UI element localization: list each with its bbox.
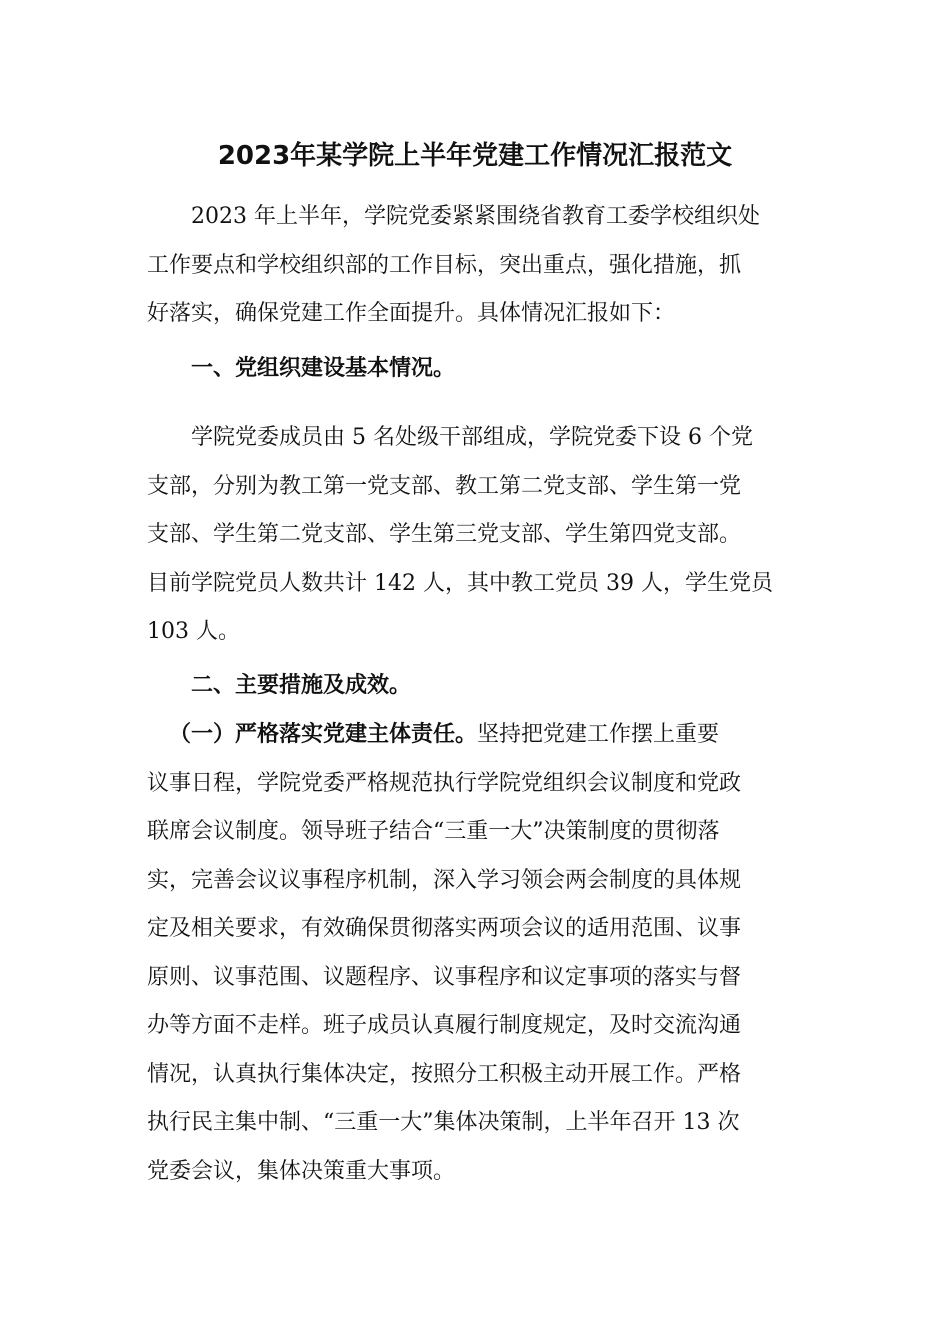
section1-line: 支部，分别为教工第一党支部、教工第二党支部、学生第一党 — [147, 473, 742, 499]
section2-heading: 二、主要措施及成效。 — [191, 673, 412, 698]
sub1-first-line-rest: 坚持把党建工作摆上重要 — [477, 722, 720, 747]
sub1-first-line — [147, 711, 799, 760]
section1-line: 支部、学生第二党支部、学生第三党支部、学生第四党支部。 — [147, 522, 742, 547]
section1-line: 103 人。 — [147, 619, 240, 644]
section2-sub1-paragraph — [147, 711, 799, 1196]
sub1-line: 议事日程，学院党委严格规范执行学院党组织会议制度和党政 — [147, 770, 742, 796]
section1-heading: 一、党组织建设基本情况。 — [191, 356, 456, 381]
intro-line: 2023 年上半年，学院党委紧紧围绕省教育工委学校组织处 — [191, 204, 760, 229]
sub1-line: 定及相关要求，有效确保贯彻落实两项会议的适用范围、议事 — [147, 916, 742, 941]
sub1-line: 执行民主集中制、“三重一大”集体决策制，上半年召开 13 次 — [147, 1110, 740, 1135]
sub1-line: 原则、议事范围、议题程序、议事程序和议定事项的落实与督 — [147, 964, 742, 990]
section1-line: 目前学院党员人数共计 142 人，其中教工党员 39 人，学生党员 — [147, 570, 773, 596]
sub1-line: 办等方面不走样。班子成员认真履行制度规定，及时交流沟通 — [147, 1013, 742, 1038]
document-title: 2023年某学院上半年党建工作情况汇报范文 — [217, 141, 733, 171]
section1-paragraph — [147, 414, 799, 657]
intro-line: 工作要点和学校组织部的工作目标，突出重点，强化措施，抓 — [147, 252, 742, 278]
intro-line: 好落实，确保党建工作全面提升。具体情况汇报如下： — [147, 301, 676, 326]
sub1-line: 实，完善会议议事程序机制，深入学习领会两会制度的具体规 — [147, 867, 742, 893]
section1-line: 学院党委成员由 5 名处级干部组成，学院党委下设 6 个党 — [191, 425, 753, 450]
sub1-bold-lead: （一）严格落实党建主体责任。 — [169, 722, 478, 747]
sub1-line: 党委会议，集体决策重大事项。 — [147, 1158, 456, 1184]
sub1-line: 联席会议制度。领导班子结合“三重一大”决策制度的贯彻落 — [147, 819, 720, 844]
sub1-line: 情况，认真执行集体决定，按照分工积极主动开展工作。严格 — [147, 1061, 742, 1087]
intro-paragraph — [147, 193, 799, 339]
